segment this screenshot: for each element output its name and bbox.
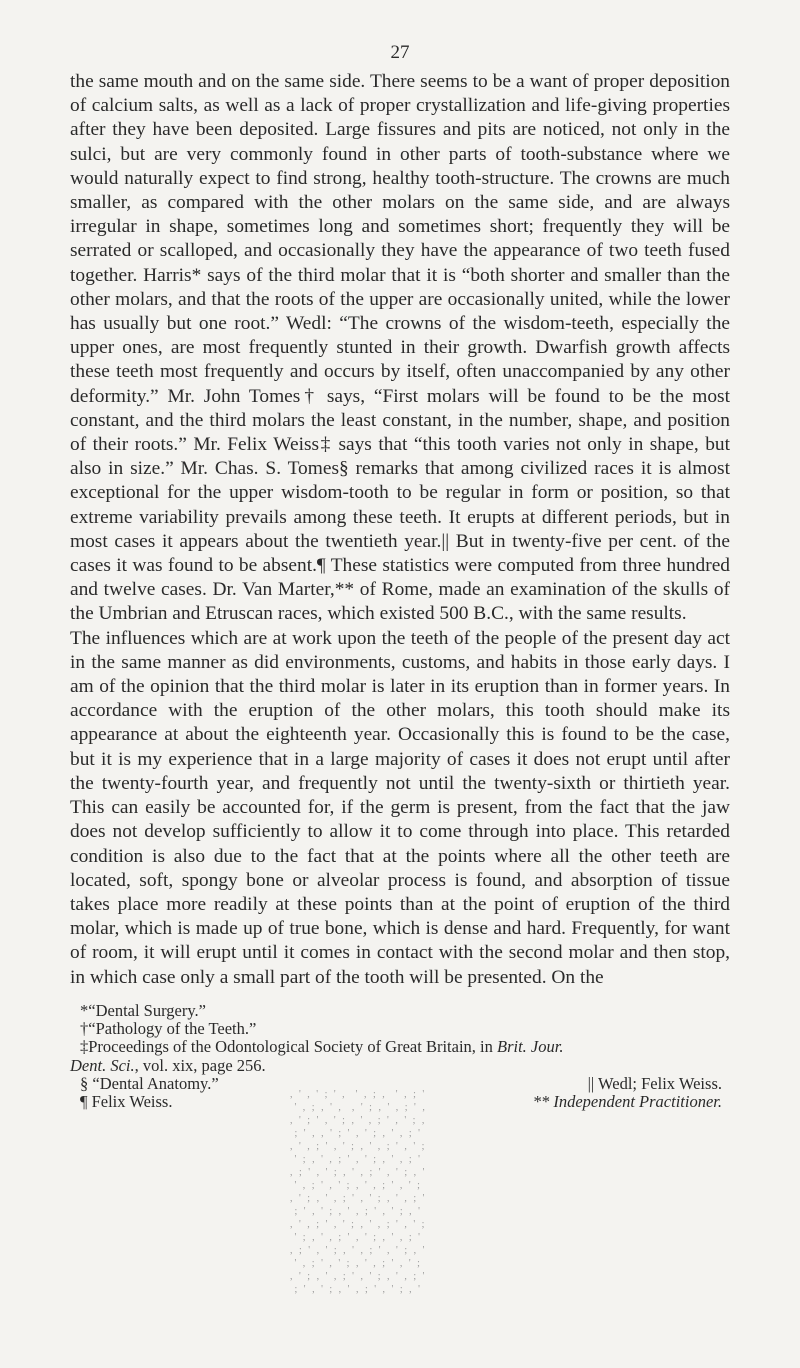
footnote-volume: , vol. xix, page 256.	[134, 1055, 266, 1075]
footnote-dental-surgery: *“Dental Surgery.”	[80, 1001, 206, 1020]
footnote-journal-title-cont: Dent. Sci.	[70, 1055, 135, 1075]
footnote-journal-title: Brit. Jour.	[497, 1037, 564, 1057]
footnote-felix-weiss: ¶ Felix Weiss.	[80, 1092, 173, 1112]
footnote-proceedings-text: ‡Proceedings of the Odontological Society of Great Britain, in	[80, 1037, 497, 1057]
footnote-pathology: †“Pathology of the Teeth.”	[80, 1019, 257, 1039]
footnote-dental-anatomy: § “Dental Anatomy.”	[80, 1073, 219, 1093]
paragraph-2: The influences which are at work upon the teeth of the people of the present day act in the same manner as did environments, customs, and habits in those early days. I am of the opinion that the third molar is later in its eruption than in former years. In accordance with the eruption of the other molars, this tooth should make its appearance at about the eighteenth year. Occasionally this is found to be the case, but it is my experience that in a large majority of cases it does not erupt until after the twenty-fourth year, and frequently not until the twenty-sixth or thirtieth year. This can easily be accounted for, if the germ is present, from the fact that the jaw does not develop sufficiently to allow it to come through into place. This retarded condition is also due to the fact that at the points where all the other teeth are located, soft, spongy bone or alveolar process is found, and absorption of tissue takes place more readily at these points than at the point of eruption of the third molar, which is made up of true bone, which is dense and hard. Frequently, for want of room, it will erupt until it comes in contact with the second molar and then stop, in which case only a small part of the tooth will be presented. On the	[70, 627, 730, 988]
footnote-independent-practitioner: ** Independent Practitioner.	[532, 1092, 722, 1112]
body-text	[70, 70, 730, 990]
print-bleed-marks: , ' , ' ; ' , ' , ; , ' , ; ' ' , ; , ' , , ' ; , ' , ; ' , , ' ; ' , ' ; , ' , ; ' , ' ; , ; ' , , ' ; ' , ' ; , ' , ; ' , ' , ; ' , ' ; , ' , ; ' , ' ; ' ; , ' , ; ' , ' ; , ' , ; ' , ; ' , ' ; , ' , ; ' , ' ; , ' ' , ; ' , ' ; , ' , ; ' , ' ; , ' ; , ' , ; ' , ' ; , ' , ; ' ; ' , ' ; , ' , ; ' , ' ; , ' , ' , ; ' , ' ; , ' , ; ' , ' ; ' ; , ' , ; ' , ' ; , ' , ; ' , ; ' , ' ; , ' , ; ' , ' ; , ' ' , ; ' , ' ; , ' , ; ' , ' ; , ' ; , ' , ; ' , ' ; , ' , ; ' ; ' , ' ; , ' , ; ' , ' ; , '	[290, 1089, 427, 1295]
footnote-wedl-weiss: || Wedl; Felix Weiss.	[587, 1073, 722, 1093]
footnote-proceedings	[70, 1038, 730, 1056]
paragraph-1: the same mouth and on the same side. There seems to be a want of proper deposition of calcium salts, as well as a lack of proper crystallization and life-giving properties after they have been deposited. Large fissures and pits are noticed, not only in the sulci, but are very commonly found in other parts of tooth-substance where we would naturally expect to find strong, healthy tooth-structure. The crowns are much smaller, as compared with the other molars on the same side, and are always irregular in shape, sometimes long and sometimes short; frequently they will be serrated or scalloped, and occasionally they have the appearance of two teeth fused together. Harris* says of the third molar that it is “both shorter and smaller than the other molars, and that the roots of the upper are occasionally united, while the lower has usually but one root.” Wedl: “The crowns of the wisdom-teeth, especially the upper ones, are most frequently stunted in their growth. Dwarfish growth affects these teeth most frequently and occurs by itself, often unaccompanied by any other deformity.” Mr. John Tomes† says, “First molars will be found to be the most constant, and the third molars the least constant, in the number, shape, and position of their roots.” Mr. Felix Weiss‡ says that “this tooth varies not only in shape, but also in size.” Mr. Chas. S. Tomes§ remarks that among civilized races it is almost exceptional for the upper wisdom-tooth to be regular in form or position, so that extreme variability prevails among these teeth. It erupts at different periods, but in most cases it appears about the twentieth year.|| But in twenty-five per cent. of the cases it was found to be absent.¶ These statistics were computed from three hundred and twelve cases. Dr. Van Marter,** of Rome, made an examination of the skulls of the Umbrian and Etruscan races, which existed 500 B.C., with the same results.	[70, 71, 730, 625]
page-number: 27	[390, 42, 410, 63]
footnote-proceedings-cont	[70, 1057, 730, 1075]
